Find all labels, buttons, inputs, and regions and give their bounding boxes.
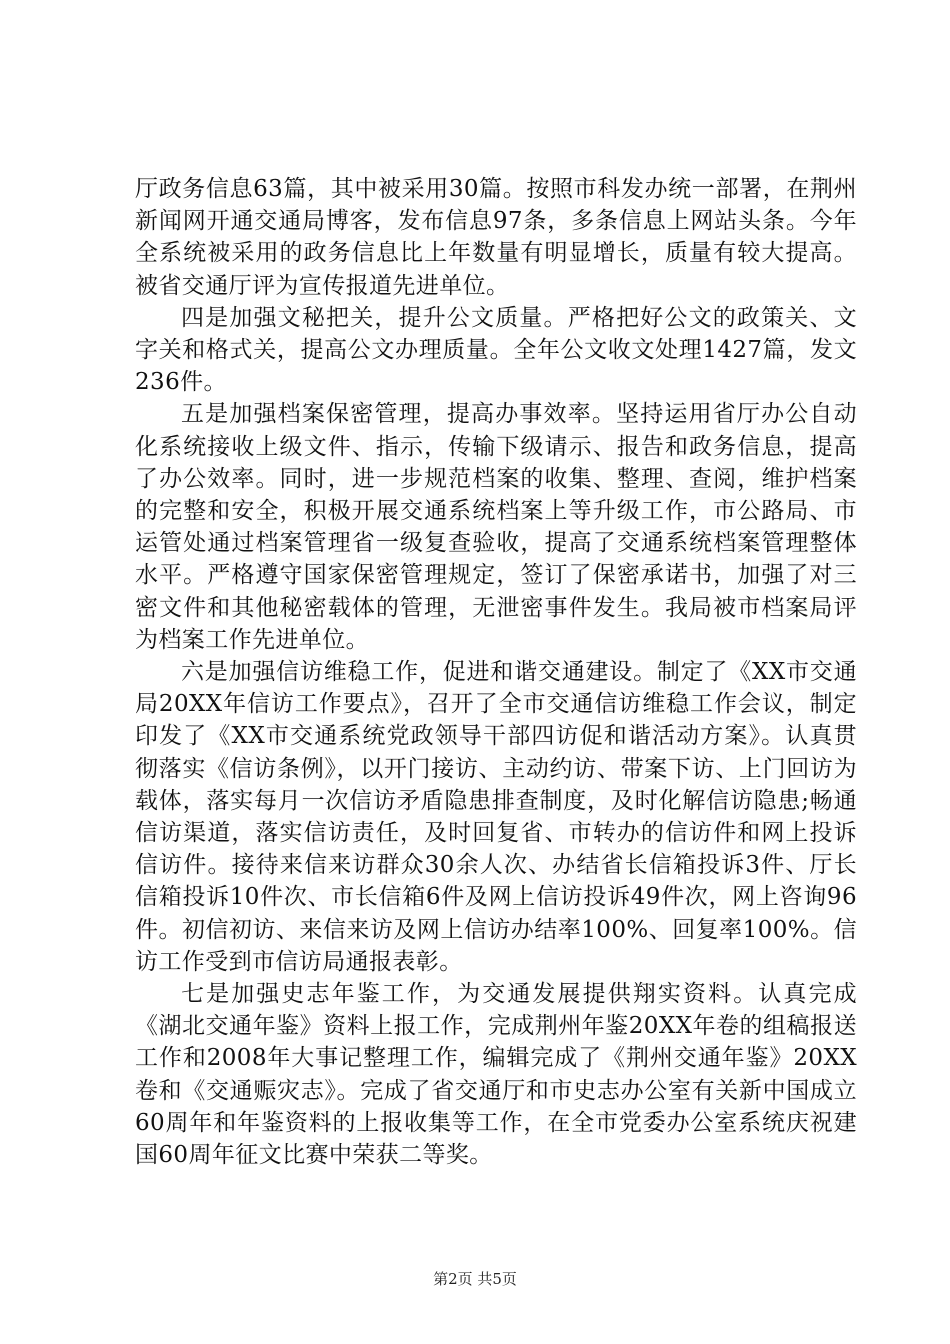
paragraph-item-six: 六是加强信访维稳工作，促进和谐交通建设。制定了《XX市交通局20XX年信访工作要点》，召开了全市交通信访维稳工作会议，制定印发了《XX市交通系统党政领导干部四访促和谐活动方案》。认真贯彻落实《信访条例》，以开门接访、主动约访、带案下访、上门回访为载体，落实每月一次信访矛盾隐患排查制度，及时化解信访隐患;畅通信访渠道，落实信访责任，及时回复省、市转办的信访件和网上投诉信访件。接待来信来访群众30余人次、办结省长信箱投诉3件、厅长信箱投诉10件次、市长信箱6件及网上信访投诉49件次，网上咨询96件。初信初访、来信来访及网上信访办结率100%、回复率100%。信访工作受到市信访局通报表彰。 — [135, 659, 857, 975]
paragraph-item-five: 五是加强档案保密管理，提高办事效率。坚持运用省厅办公自动化系统接收上级文件、指示，传输下级请示、报告和政务信息，提高了办公效率。同时，进一步规范档案的收集、整理、查阅，维护档案的完整和安全，积极开展交通系统档案上等升级工作，市公路局、市运管处通过档案管理省一级复查验收，提高了交通系统档案管理整体水平。严格遵守国家保密管理规定，签订了保密承诺书，加强了对三密文件和其他秘密载体的管理，无泄密事件发生。我局被市档案局评为档案工作先进单位。 — [135, 401, 857, 653]
page-number-footer: 第2页 共5页 — [433, 1270, 517, 1288]
paragraph-item-four: 四是加强文秘把关，提升公文质量。严格把好公文的政策关、文字关和格式关，提高公文办理质量。全年公文收文处理1427篇，发文236件。 — [135, 304, 857, 396]
paragraph-continuation: 厅政务信息63篇，其中被采用30篇。按照市科发办统一部署，在荆州新闻网开通交通局博客，发布信息97条，多条信息上网站头条。今年全系统被采用的政务信息比上年数量有明显增长，质量有较大提高。被省交通厅评为宣传报道先进单位。 — [135, 176, 857, 299]
paragraph-item-seven: 七是加强史志年鉴工作，为交通发展提供翔实资料。认真完成《湖北交通年鉴》资料上报工作，完成荆州年鉴20XX年卷的组稿报送工作和2008年大事记整理工作，编辑完成了《荆州交通年鉴》20XX卷和《交通赈灾志》。完成了省交通厅和市史志办公室有关新中国成立60周年和年鉴资料的上报收集等工作，在全市党委办公室系统庆祝建国60周年征文比赛中荣获二等奖。 — [135, 981, 857, 1169]
body-text — [135, 173, 857, 1171]
